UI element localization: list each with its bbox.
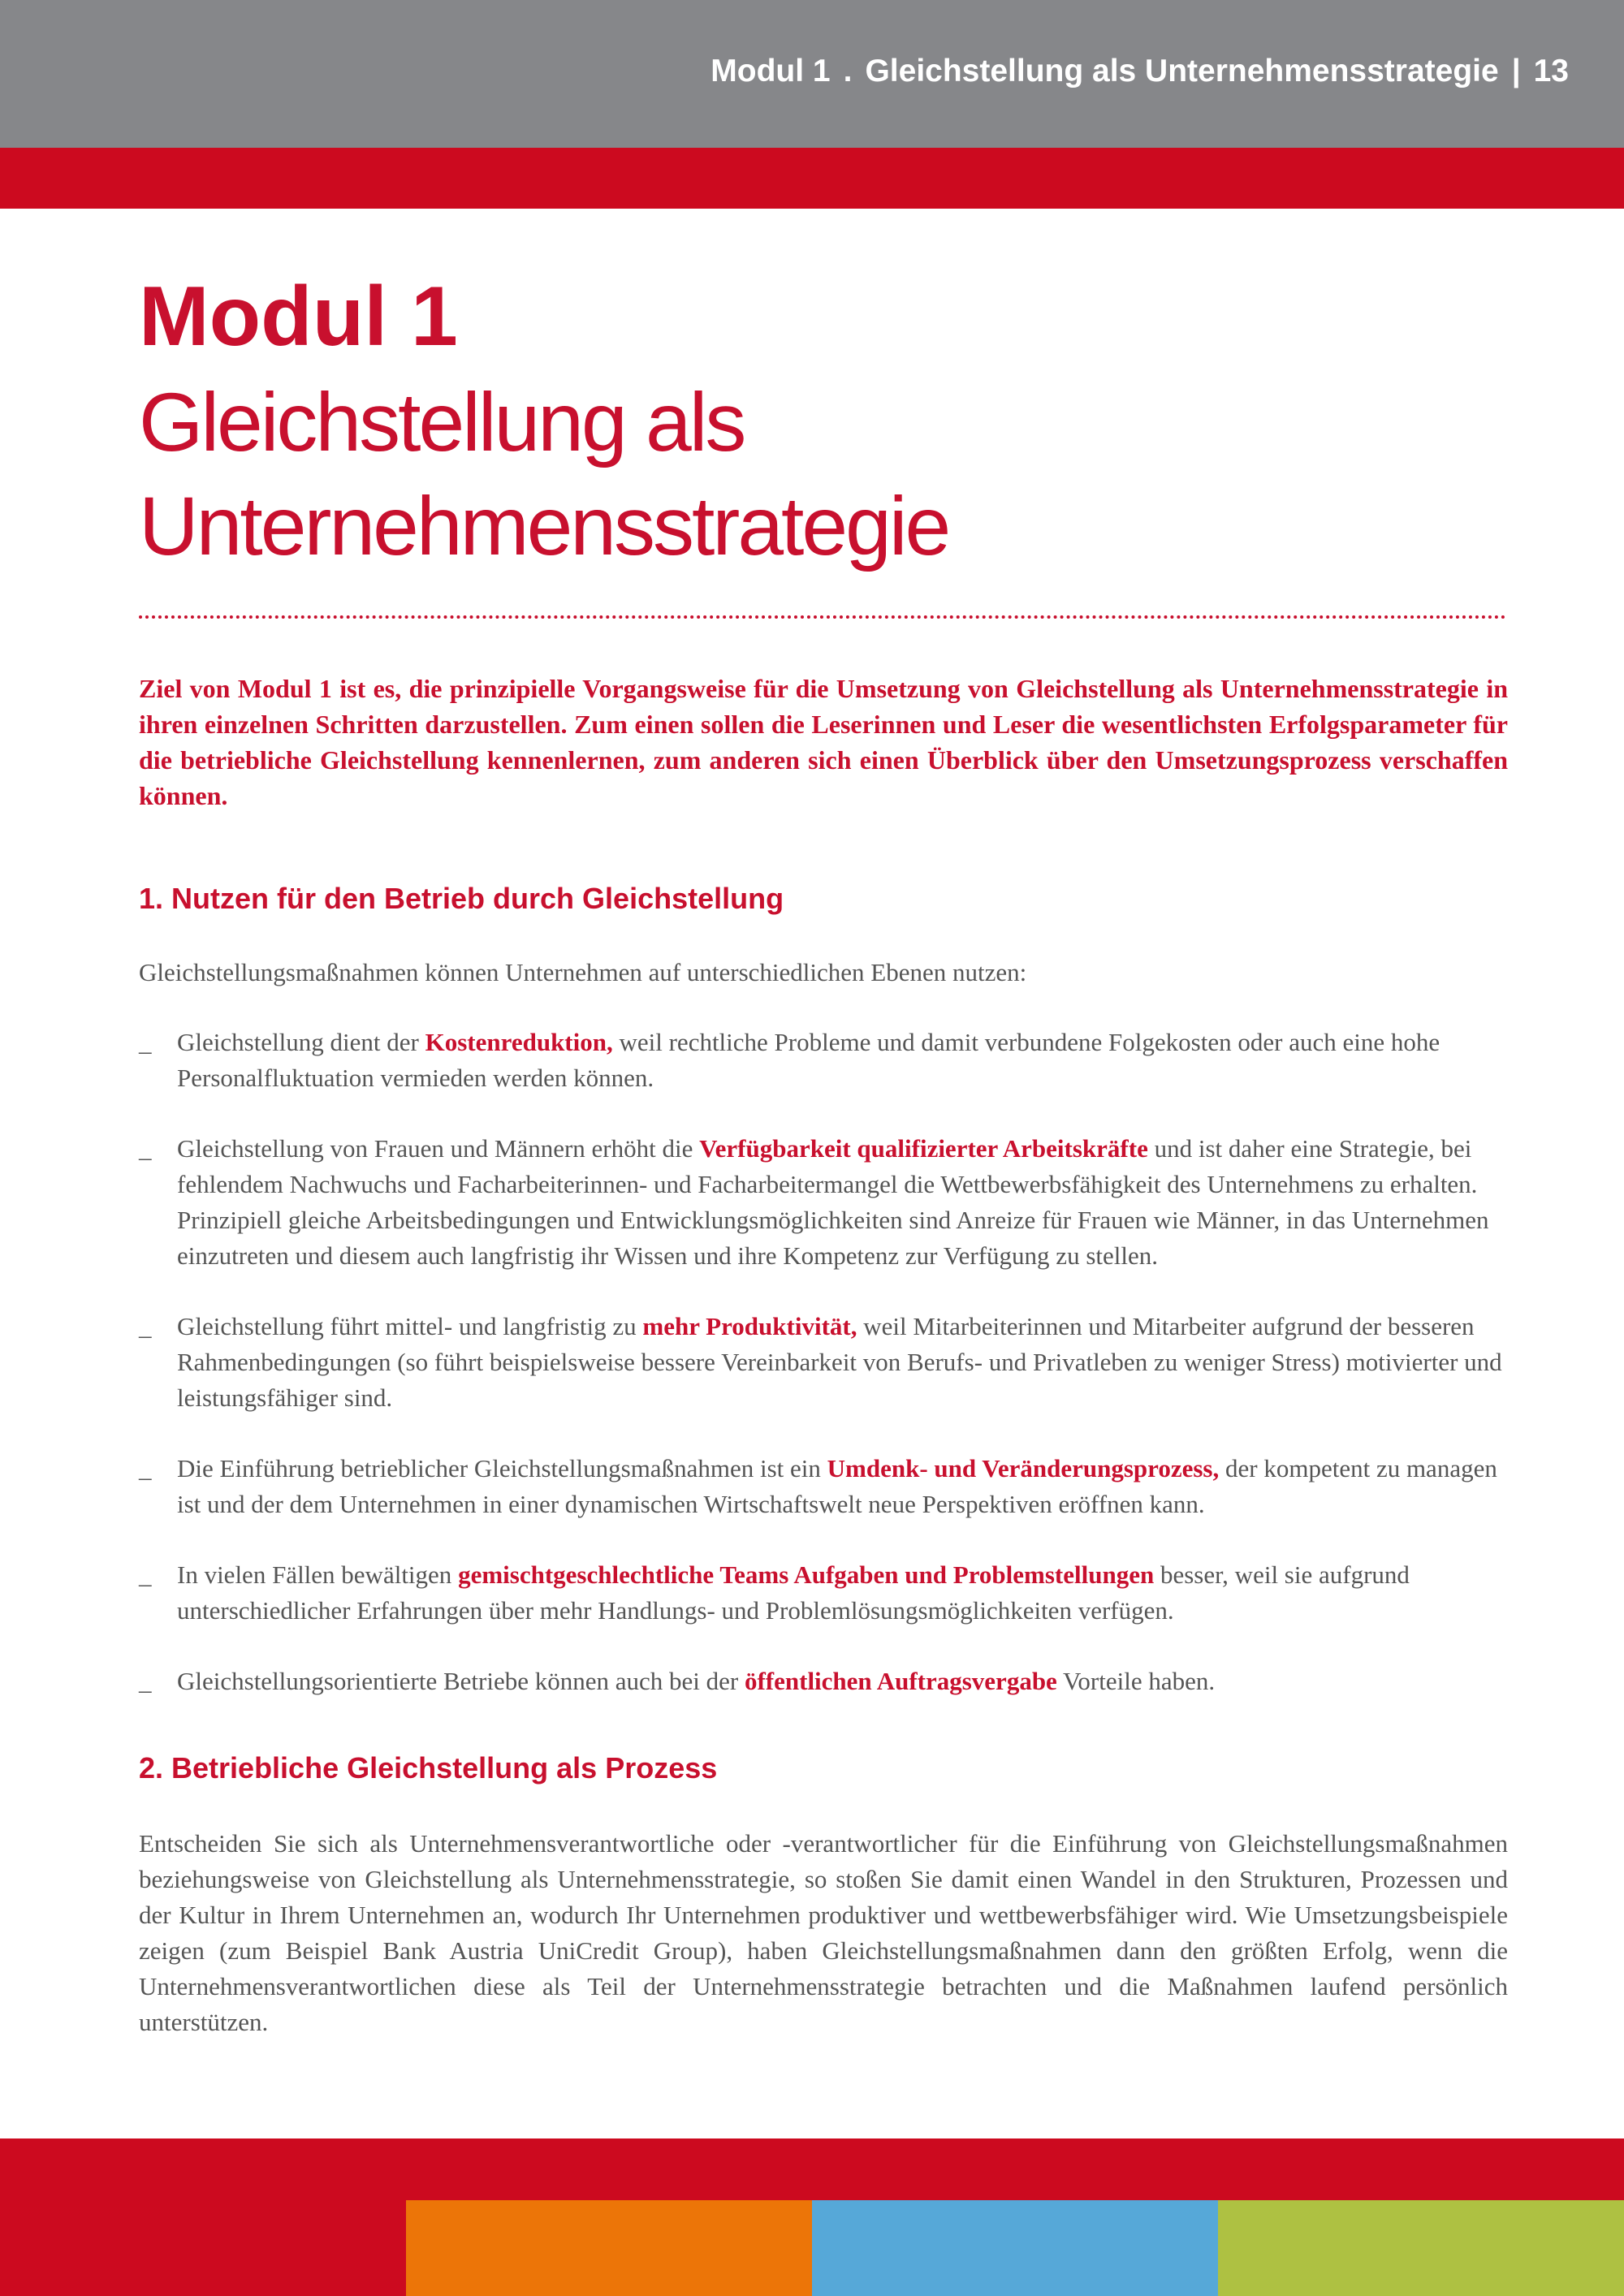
bullet-text: Gleichstellung führt mittel- und langfristig zu: [177, 1312, 643, 1340]
bullet-text: der kompetent zu managen ist und der dem Unternehmen in einer dynamischen Wirtschaftswelt neue Perspektiven eröffnen kann.: [177, 1454, 1497, 1518]
bullet-marker: _: [139, 1560, 152, 1589]
bullet-text: weil rechtliche Probleme und damit verbundene Folgekosten oder auch eine hohe Personalfluktuation vermieden werden können.: [177, 1028, 1440, 1092]
bullet-text: und ist daher eine Strategie, bei fehlendem Nachwuchs und Facharbeiterinnen- und Facharbeitermangel die Wettbewerbsfähigkeit des Unternehmens zu erhalten. Prinzipiell gleiche Arbeitsbedingungen und Entwicklungsmöglichkeiten sind Anreize für Frauen wie Männer, in das Unternehmen einzutreten und diesem auch langfristig ihr Wissen und ihre Kompetenz zur Verfügung zu stellen.: [177, 1134, 1489, 1270]
list-item: [139, 1451, 1508, 1522]
module-title: Modul 1: [139, 270, 458, 364]
module-subtitle-line-2: Unternehmensstrategie: [139, 480, 949, 572]
list-item: [139, 1025, 1508, 1096]
bullet-text: Vorteile haben.: [1056, 1667, 1216, 1695]
section-1-heading: 1. Nutzen für den Betrieb durch Gleichstellung: [139, 882, 784, 915]
header-title: Gleichstellung als Unternehmensstrategie: [865, 54, 1499, 88]
bullet-highlight: Kostenreduktion,: [425, 1028, 613, 1056]
list-item: [139, 1309, 1508, 1416]
bullet-marker: _: [139, 1312, 152, 1340]
bullet-highlight: öffentlichen Auftragsvergabe: [744, 1667, 1057, 1695]
bullet-text: Gleichstellung dient der: [177, 1028, 425, 1056]
list-item: [139, 1557, 1508, 1629]
header-divider: |: [1511, 54, 1521, 88]
section-2-heading: 2. Betriebliche Gleichstellung als Prozess: [139, 1751, 718, 1785]
bullet-highlight: mehr Produktivität,: [642, 1312, 857, 1340]
bullet-highlight: Umdenk- und Veränderungsprozess,: [827, 1454, 1220, 1482]
header-module: Modul 1: [710, 54, 831, 88]
running-header: [710, 54, 1569, 89]
bullet-marker: _: [139, 1134, 152, 1163]
bullet-marker: _: [139, 1454, 152, 1482]
header-accent-band: [0, 148, 1624, 209]
bullet-text: besser, weil sie aufgrund unterschiedlicher Erfahrungen über mehr Handlungs- und Problemlösungsmöglichkeiten verfügen.: [177, 1560, 1410, 1625]
dotted-divider: [139, 615, 1506, 619]
header-separator: .: [843, 54, 853, 88]
page-number: 13: [1533, 54, 1569, 88]
bullet-highlight: gemischtgeschlechtliche Teams Aufgaben und Problemstellungen: [458, 1560, 1155, 1589]
bullet-text: weil Mitarbeiterinnen und Mitarbeiter aufgrund der besseren Rahmenbedingungen (so führt beispielsweise bessere Vereinbarkeit von Berufs- und Privatleben zu weniger Stress) motivierter und leistungsfähiger sind.: [177, 1312, 1502, 1412]
list-item: [139, 1664, 1508, 1699]
bullet-marker: _: [139, 1667, 152, 1695]
bullet-text: Gleichstellungsorientierte Betriebe können auch bei der: [177, 1667, 745, 1695]
module-subtitle: [139, 370, 1508, 578]
bullet-marker: _: [139, 1028, 152, 1056]
section-2-body: Entscheiden Sie sich als Unternehmensverantwortliche oder -verantwortlicher für die Einführung von Gleichstellungsmaßnahmen beziehungsweise von Gleichstellung als Unternehmensstrategie, so stoßen Sie damit einen Wandel in den Strukturen, Prozessen und der Kultur in Ihrem Unternehmen an, wodurch Ihr Unternehmen produktiver und wettbewerbsfähiger wird. Wie Umsetzungsbeispiele zeigen (zum Beispiel Bank Austria UniCredit Group), haben Gleichstellungsmaßnahmen dann den größten Erfolg, wenn die Unternehmensverantwortlichen diese als Teil der Unternehmensstrategie betrachten und die Maßnahmen laufend persönlich unterstützen.: [139, 1829, 1508, 2036]
bullet-text: Gleichstellung von Frauen und Männern erhöht die: [177, 1134, 700, 1163]
module-subtitle-line-1: Gleichstellung als: [139, 376, 745, 468]
bullet-text: In vielen Fällen bewältigen: [177, 1560, 459, 1589]
page-content: [139, 268, 1508, 2040]
bullet-text: Die Einführung betrieblicher Gleichstellungsmaßnahmen ist ein: [177, 1454, 827, 1482]
bullet-highlight: Verfügbarkeit qualifizierter Arbeitskräfte: [699, 1134, 1148, 1163]
benefits-list: [139, 1025, 1508, 1699]
footer-green-block: [1218, 2200, 1624, 2296]
section-1-lead: Gleichstellungsmaßnahmen können Unternehmen auf unterschiedlichen Ebenen nutzen:: [139, 958, 1027, 986]
list-item: [139, 1131, 1508, 1274]
footer-orange-block: [406, 2200, 812, 2296]
footer-blue-block: [812, 2200, 1218, 2296]
intro-paragraph: Ziel von Modul 1 ist es, die prinzipielle Vorgangsweise für die Umsetzung von Gleichstellung als Unternehmensstrategie in ihren einzelnen Schritten darzustellen. Zum einen sollen die Leserinnen und Leser die wesentlichsten Erfolgsparameter für die betriebliche Gleichstellung kennenlernen, zum anderen sich einen Überblick über den Umsetzungsprozess verschaffen können.: [139, 674, 1508, 810]
